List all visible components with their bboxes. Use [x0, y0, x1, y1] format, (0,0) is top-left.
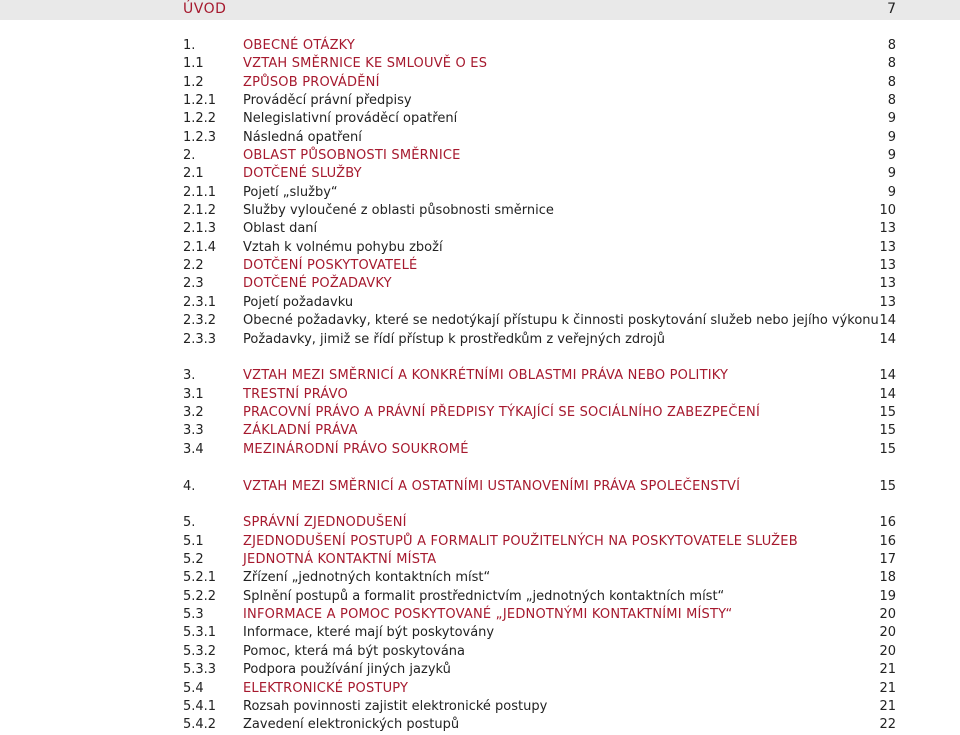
- toc-entry-number: 2.1.2: [183, 203, 217, 219]
- toc-entry-title: Vztah k volnému pohybu zboží: [243, 239, 443, 255]
- toc-entry-page: 16: [879, 533, 896, 549]
- toc-entry-number: 2.1.3: [183, 221, 217, 237]
- toc-entry[interactable]: [0, 110, 960, 128]
- toc-entry-title: ZÁKLADNÍ PRÁVA: [243, 423, 358, 439]
- toc-entry[interactable]: [0, 74, 960, 92]
- toc-entry-page: 8: [887, 56, 896, 72]
- toc-entry-page: 14: [879, 386, 896, 402]
- toc-entry-page: 13: [879, 221, 896, 237]
- section-page-number: 7: [887, 1, 896, 17]
- toc-entry-number: 1.: [183, 38, 196, 53]
- toc-entry-number: 3.: [183, 368, 196, 384]
- toc-entry-number: 2.1.4: [183, 239, 217, 255]
- toc-entry[interactable]: [0, 441, 960, 459]
- toc-entry[interactable]: [0, 606, 960, 624]
- toc-entry-title: ELEKTRONICKÉ POSTUPY: [243, 680, 409, 696]
- toc-entry-page: 15: [879, 423, 896, 439]
- toc-entry-title: OBLAST PŮSOBNOSTI SMĚRNICE: [243, 148, 461, 164]
- toc-entry-title: Oblast daní: [243, 221, 318, 237]
- toc-entry-number: 2.3.1: [183, 294, 217, 310]
- toc-entry[interactable]: [0, 386, 960, 404]
- toc-entry-number: 5.4.2: [183, 717, 217, 733]
- table-of-contents: [0, 37, 960, 735]
- toc-entry-page: 18: [879, 570, 896, 586]
- toc-entry[interactable]: [0, 404, 960, 422]
- toc-entry[interactable]: [0, 257, 960, 275]
- toc-entry-number: 5.2.2: [183, 588, 217, 604]
- toc-entry-number: 5.3: [183, 607, 204, 623]
- toc-entry-page: 14: [879, 313, 896, 329]
- toc-entry-title: INFORMACE A POMOC POSKYTOVANÉ „JEDNOTNÝMI KONTAKTNÍMI MÍSTY“: [243, 607, 733, 623]
- toc-entry[interactable]: [0, 165, 960, 183]
- toc-entry-number: 3.3: [183, 423, 204, 439]
- section-title: ÚVOD: [183, 1, 227, 17]
- toc-entry[interactable]: [0, 698, 960, 716]
- toc-entry-title: Splnění postupů a formalit prostřednictvím „jednotných kontaktních míst“: [243, 588, 725, 604]
- toc-entry-title: Prováděcí právní předpisy: [243, 93, 412, 109]
- toc-entry[interactable]: [0, 588, 960, 606]
- toc-entry[interactable]: [0, 514, 960, 532]
- toc-entry-title: VZTAH MEZI SMĚRNICÍ A OSTATNÍMI USTANOVENÍMI PRÁVA SPOLEČENSTVÍ: [243, 478, 741, 494]
- toc-entry-number: 2.3.2: [183, 313, 217, 329]
- toc-entry[interactable]: [0, 367, 960, 385]
- toc-entry-title: Zavedení elektronických postupů: [243, 717, 460, 733]
- toc-entry-page: 19: [879, 588, 896, 604]
- toc-entry[interactable]: [0, 129, 960, 147]
- toc-entry-number: 1.1: [183, 56, 204, 72]
- toc-entry-title: Rozsah povinnosti zajistit elektronické postupy: [243, 698, 548, 714]
- toc-entry[interactable]: [0, 92, 960, 110]
- toc-entry[interactable]: [0, 422, 960, 440]
- toc-entry-page: 14: [879, 368, 896, 384]
- toc-entry-page: 8: [887, 38, 896, 53]
- toc-entry-number: 3.1: [183, 386, 204, 402]
- toc-entry-page: 16: [879, 515, 896, 531]
- toc-entry-number: 2.3.3: [183, 331, 217, 347]
- toc-entry-number: 2.3: [183, 276, 204, 292]
- toc-entry[interactable]: [0, 294, 960, 312]
- toc-entry-page: 9: [887, 166, 896, 182]
- toc-entry-page: 20: [879, 625, 896, 641]
- toc-entry-page: 9: [887, 148, 896, 164]
- toc-entry-title: TRESTNÍ PRÁVO: [243, 386, 348, 402]
- toc-entry-number: 2.2: [183, 258, 204, 274]
- toc-entry-page: 15: [879, 478, 896, 494]
- toc-entry-title: Pojetí požadavku: [243, 294, 354, 310]
- toc-entry-page: 15: [879, 441, 896, 457]
- toc-entry-number: 5.3.2: [183, 643, 217, 659]
- toc-entry-page: 21: [879, 680, 896, 696]
- toc-entry[interactable]: [0, 147, 960, 165]
- toc-entry-title: Informace, které mají být poskytovány: [243, 625, 495, 641]
- toc-entry-number: 5.: [183, 515, 196, 531]
- toc-entry-title: ZPŮSOB PROVÁDĚNÍ: [243, 74, 380, 90]
- toc-entry-page: 9: [887, 184, 896, 200]
- toc-entry-title: Obecné požadavky, které se nedotýkají přístupu k činnosti poskytování služeb nebo jejího výkonu: [243, 313, 879, 329]
- toc-entry-number: 2.1: [183, 166, 204, 182]
- toc-entry-page: 13: [879, 276, 896, 292]
- toc-entry-number: 5.3.1: [183, 625, 217, 641]
- toc-entry[interactable]: [0, 643, 960, 661]
- toc-entry[interactable]: [0, 551, 960, 569]
- toc-entry-title: OBECNÉ OTÁZKY: [243, 38, 356, 53]
- section-header: [0, 0, 960, 20]
- toc-entry-title: Požadavky, jimiž se řídí přístup k prostředkům z veřejných zdrojů: [243, 331, 666, 347]
- toc-entry-title: SPRÁVNÍ ZJEDNODUŠENÍ: [243, 515, 407, 531]
- toc-entry-page: 20: [879, 607, 896, 623]
- toc-entry-number: 2.1.1: [183, 184, 217, 200]
- toc-entry[interactable]: [0, 239, 960, 257]
- toc-entry-title: Podpora používání jiných jazyků: [243, 662, 451, 678]
- toc-entry-page: 13: [879, 239, 896, 255]
- toc-entry[interactable]: [0, 716, 960, 734]
- toc-entry-number: 3.2: [183, 405, 204, 421]
- toc-entry-title: PRACOVNÍ PRÁVO A PRÁVNÍ PŘEDPISY TÝKAJÍCÍ SE SOCIÁLNÍHO ZABEZPEČENÍ: [243, 405, 760, 421]
- toc-entry-title: Následná opatření: [243, 129, 362, 145]
- toc-entry[interactable]: [0, 680, 960, 698]
- toc-entry-page: 9: [887, 111, 896, 127]
- toc-entry-title: Služby vyloučené z oblasti působnosti směrnice: [243, 203, 554, 219]
- toc-entry-number: 1.2.1: [183, 93, 217, 109]
- toc-entry-number: 4.: [183, 478, 196, 494]
- toc-entry-title: DOTČENÉ SLUŽBY: [243, 166, 362, 182]
- toc-entry-page: 14: [879, 331, 896, 347]
- toc-entry-number: 5.4.1: [183, 698, 217, 714]
- toc-entry[interactable]: [0, 331, 960, 349]
- toc-entry[interactable]: [0, 478, 960, 496]
- toc-entry-page: 21: [879, 662, 896, 678]
- toc-entry-number: 5.2.1: [183, 570, 217, 586]
- toc-entry-page: 20: [879, 643, 896, 659]
- toc-entry-page: 15: [879, 405, 896, 421]
- toc-entry-page: 21: [879, 698, 896, 714]
- toc-entry-page: 17: [879, 552, 896, 568]
- toc-entry-title: ZJEDNODUŠENÍ POSTUPŮ A FORMALIT POUŽITELNÝCH NA POSKYTOVATELE SLUŽEB: [243, 533, 798, 549]
- toc-entry-number: 1.2: [183, 74, 204, 90]
- toc-entry-title: VZTAH SMĚRNICE KE SMLOUVĚ O ES: [243, 56, 488, 72]
- toc-entry-page: 22: [879, 717, 896, 733]
- toc-entry-page: 8: [887, 74, 896, 90]
- toc-entry[interactable]: [0, 533, 960, 551]
- toc-entry-number: 5.4: [183, 680, 204, 696]
- toc-entry[interactable]: [0, 184, 960, 202]
- toc-entry-title: MEZINÁRODNÍ PRÁVO SOUKROMÉ: [243, 441, 469, 457]
- toc-entry-number: 1.2.3: [183, 129, 217, 145]
- toc-entry-title: Pojetí „služby“: [243, 184, 338, 200]
- toc-entry-page: 13: [879, 258, 896, 274]
- toc-entry-title: Zřízení „jednotných kontaktních míst“: [243, 570, 491, 586]
- toc-entry-page: 10: [879, 203, 896, 219]
- toc-entry-number: 5.1: [183, 533, 204, 549]
- toc-entry-title: Nelegislativní prováděcí opatření: [243, 111, 458, 127]
- toc-entry[interactable]: [0, 37, 960, 55]
- toc-entry[interactable]: [0, 220, 960, 238]
- toc-entry-title: DOTČENÍ POSKYTOVATELÉ: [243, 258, 418, 274]
- toc-entry-title: JEDNOTNÁ KONTAKTNÍ MÍSTA: [243, 552, 437, 568]
- toc-entry-page: 8: [887, 93, 896, 109]
- toc-entry-title: VZTAH MEZI SMĚRNICÍ A KONKRÉTNÍMI OBLASTMI PRÁVA NEBO POLITIKY: [243, 368, 729, 384]
- toc-entry[interactable]: [0, 661, 960, 679]
- toc-entry[interactable]: [0, 55, 960, 73]
- toc-entry-number: 2.: [183, 148, 196, 164]
- toc-entry-number: 3.4: [183, 441, 204, 457]
- toc-entry-number: 1.2.2: [183, 111, 217, 127]
- toc-entry-title: DOTČENÉ POŽADAVKY: [243, 276, 392, 292]
- toc-entry-page: 13: [879, 294, 896, 310]
- toc-entry[interactable]: [0, 569, 960, 587]
- toc-entry-number: 5.3.3: [183, 662, 217, 678]
- toc-entry[interactable]: [0, 312, 960, 330]
- toc-entry[interactable]: [0, 275, 960, 293]
- toc-entry-page: 9: [887, 129, 896, 145]
- toc-entry-number: 5.2: [183, 552, 204, 568]
- toc-entry[interactable]: [0, 202, 960, 220]
- toc-entry-title: Pomoc, která má být poskytována: [243, 643, 466, 659]
- toc-entry[interactable]: [0, 624, 960, 642]
